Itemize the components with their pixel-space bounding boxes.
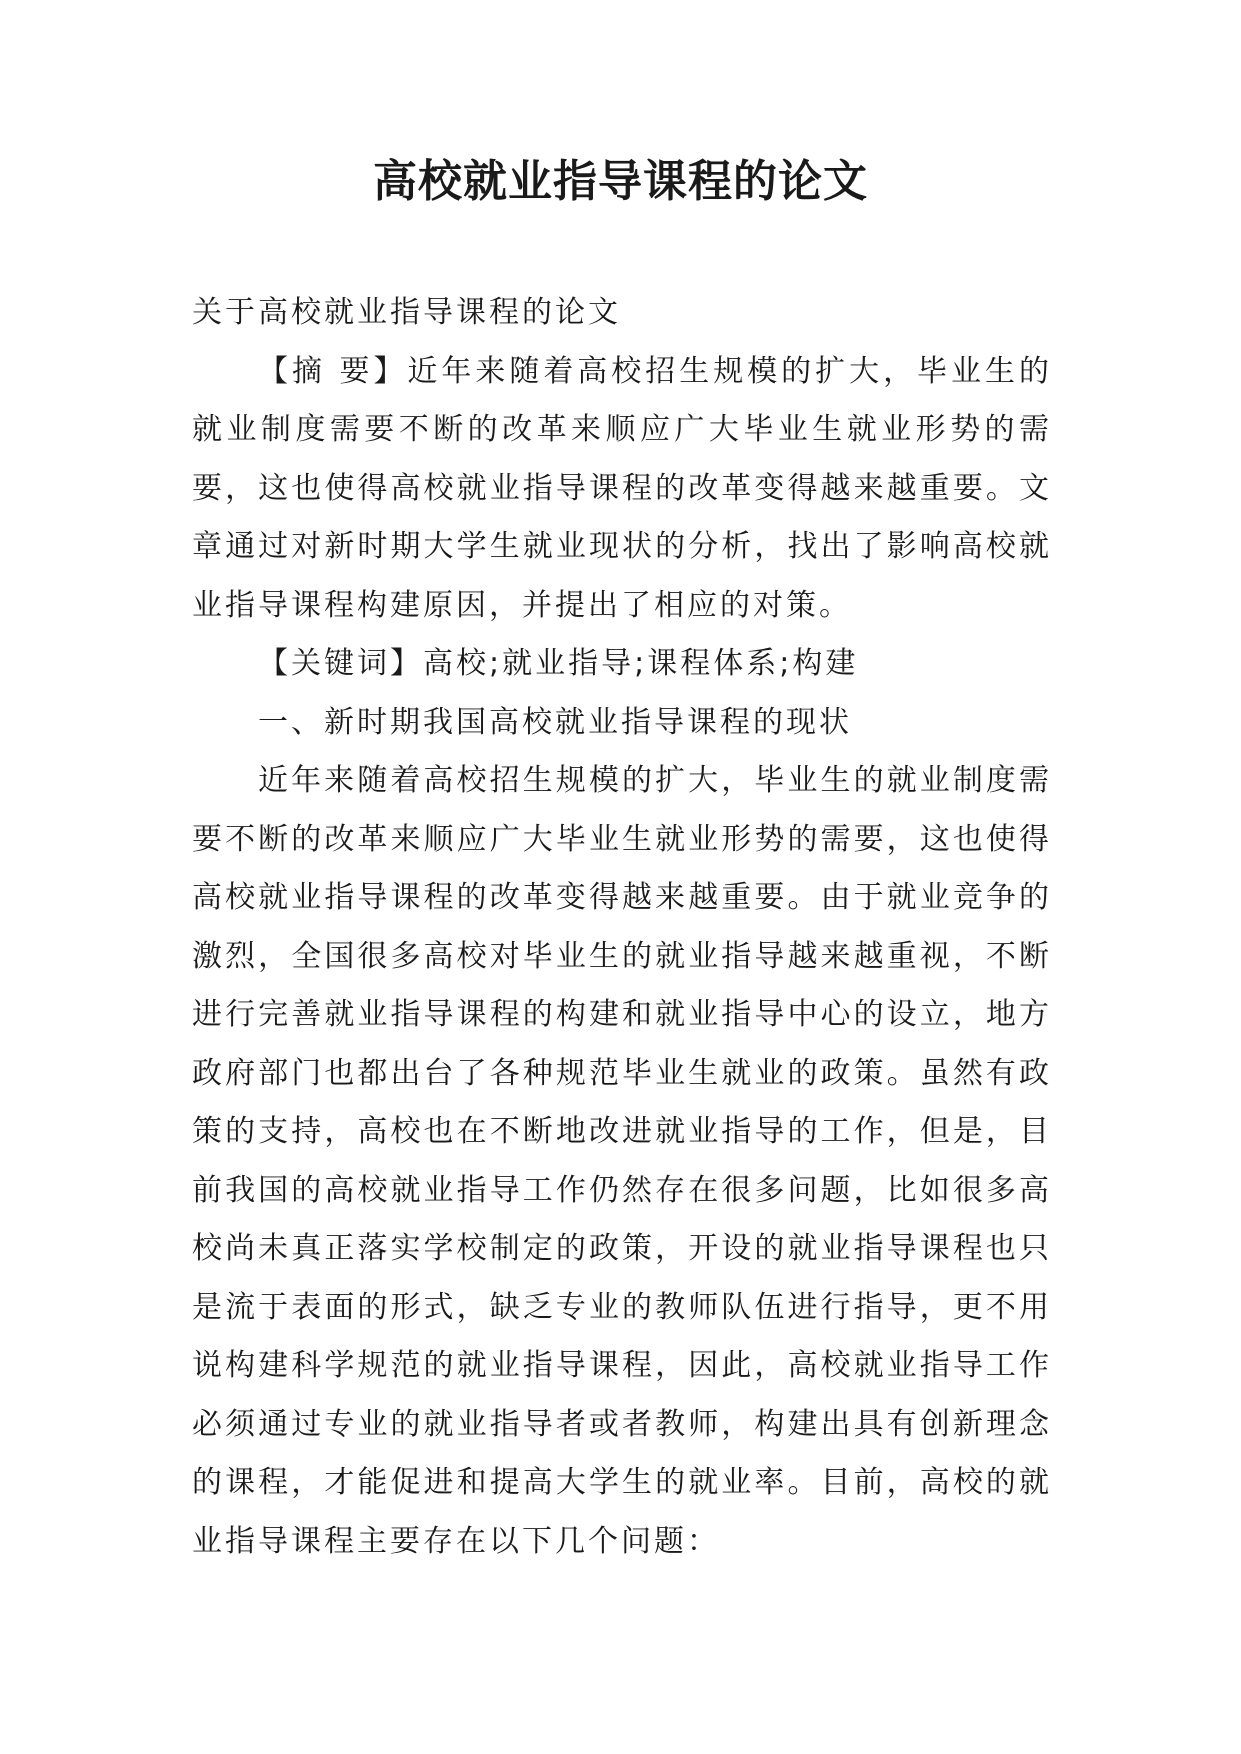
body-paragraph: 近年来随着高校招生规模的扩大，毕业生的就业制度需要不断的改革来顺应广大毕业生就业形势的需要，这也使得高校就业指导课程的改革变得越来越重要。由于就业竞争的激烈，全国很多高校对毕业生的就业指导越来越重视，不断进行完善就业指导课程的构建和就业指导中心的设立，地方政府部门也都出台了各种规范毕业生就业的政策。虽然有政策的支持，高校也在不断地改进就业指导的工作，但是，目前我国的高校就业指导工作仍然存在很多问题，比如很多高校尚未真正落实学校制定的政策，开设的就业指导课程也只是流于表面的形式，缺乏专业的教师队伍进行指导，更不用说构建科学规范的就业指导课程，因此，高校就业指导工作必须通过专业的就业指导者或者教师，构建出具有创新理念的课程，才能促进和提高大学生的就业率。目前，高校的就业指导课程主要存在以下几个问题： bbox=[192, 763, 1052, 1559]
document-body bbox=[192, 284, 1052, 1571]
document-title: 高校就业指导课程的论文 bbox=[373, 156, 868, 207]
subtitle-line: 关于高校就业指导课程的论文 bbox=[192, 295, 621, 330]
section-heading: 一、新时期我国高校就业指导课程的现状 bbox=[258, 704, 852, 740]
keywords-line: 【关键词】高校;就业指导;课程体系;构建 bbox=[258, 646, 859, 681]
abstract-paragraph: 【摘 要】近年来随着高校招生规模的扩大，毕业生的就业制度需要不断的改革来顺应广大毕业生就业形势的需要，这也使得高校就业指导课程的改革变得越来越重要。文章通过对新时期大学生就业现状的分析，找出了影响高校就业指导课程构建原因，并提出了相应的对策。 bbox=[192, 353, 1052, 623]
